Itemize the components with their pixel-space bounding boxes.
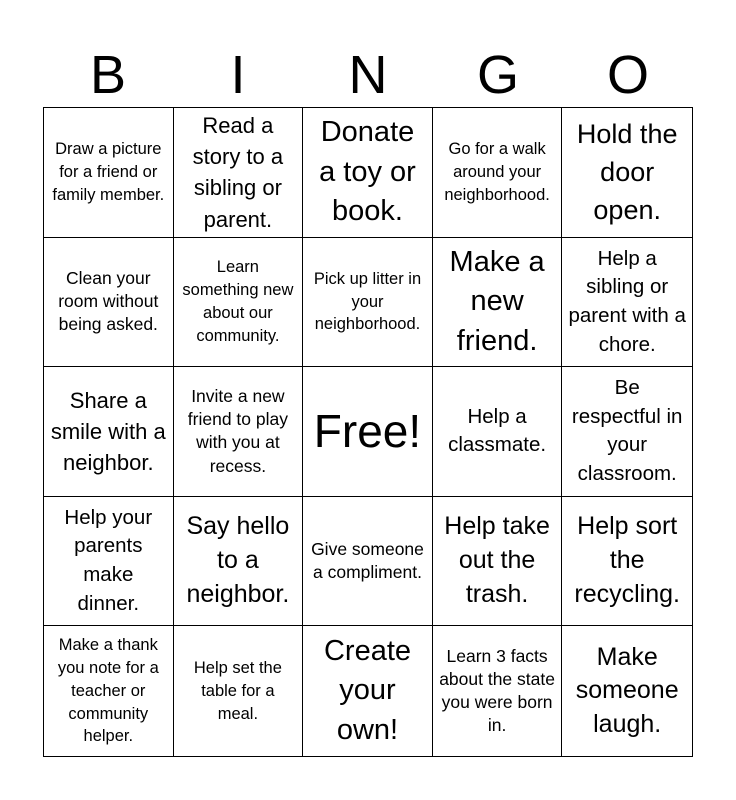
bingo-cell <box>303 626 433 756</box>
bingo-cell <box>562 238 692 368</box>
bingo-cell <box>44 238 174 368</box>
bingo-cell <box>303 108 433 238</box>
bingo-cell <box>303 497 433 627</box>
cell-text: Help take out the trash. <box>444 512 550 608</box>
cell-text: Help your parents make dinner. <box>64 505 153 615</box>
header-letter-i: I <box>230 45 246 105</box>
cell-text: Help a classmate. <box>448 404 547 457</box>
cell-text: Draw a picture for a friend or family member. <box>52 140 165 204</box>
cell-text: Help sort the recycling. <box>574 512 680 608</box>
cell-text: Help set the table for a meal. <box>193 659 282 723</box>
cell-text: Be respectful in your classroom. <box>571 376 683 486</box>
bingo-cell <box>433 367 563 497</box>
bingo-cell <box>562 497 692 627</box>
cell-text: Give someone a compliment. <box>311 539 424 583</box>
cell-text: Learn something new about our community. <box>182 258 294 345</box>
cell-text: Make a new friend. <box>449 245 545 357</box>
bingo-cell <box>433 108 563 238</box>
cell-text: Hold the door open. <box>576 118 678 226</box>
header-letter-o: O <box>606 45 649 105</box>
cell-text: Invite a new friend to play with you at recess. <box>187 386 288 476</box>
bingo-cell <box>174 238 304 368</box>
bingo-cell <box>562 108 692 238</box>
cell-text: Create your own! <box>323 635 412 746</box>
bingo-cell <box>433 497 563 627</box>
cell-text: Make someone laugh. <box>575 642 679 739</box>
bingo-cell <box>44 367 174 497</box>
bingo-header <box>43 42 693 108</box>
bingo-board <box>43 107 693 757</box>
cell-text: Make a thank you note for a teacher or community helper. <box>57 636 159 746</box>
bingo-cell <box>174 108 304 238</box>
cell-text: Pick up litter in your neighborhood. <box>313 269 422 334</box>
bingo-cell <box>174 626 304 756</box>
bingo-cell <box>44 497 174 627</box>
cell-text: Clean your room without being asked. <box>58 268 159 335</box>
bingo-cell <box>174 497 304 627</box>
cell-text: Free! <box>313 404 422 457</box>
bingo-cell <box>433 626 563 756</box>
header-letter-n: N <box>348 45 388 105</box>
bingo-cell <box>44 626 174 756</box>
cell-text: Say hello to a neighbor. <box>186 512 290 608</box>
header-letter-g: G <box>476 45 519 105</box>
bingo-cell <box>44 108 174 238</box>
bingo-cell <box>303 238 433 368</box>
bingo-cell-free <box>303 367 433 497</box>
header-letter-b: B <box>89 45 127 105</box>
bingo-cell <box>562 367 692 497</box>
cell-text: Read a story to a sibling or parent. <box>192 112 284 232</box>
bingo-cell <box>562 626 692 756</box>
cell-text: Go for a walk around your neighborhood. <box>444 140 550 204</box>
cell-text: Learn 3 facts about the state you were born in. <box>439 646 555 736</box>
bingo-cell <box>433 238 563 368</box>
bingo-cell <box>174 367 304 497</box>
cell-text: Help a sibling or parent with a chore. <box>568 246 686 356</box>
cell-text: Share a smile with a neighbor. <box>50 387 166 476</box>
cell-text: Donate a toy or book. <box>319 116 416 228</box>
